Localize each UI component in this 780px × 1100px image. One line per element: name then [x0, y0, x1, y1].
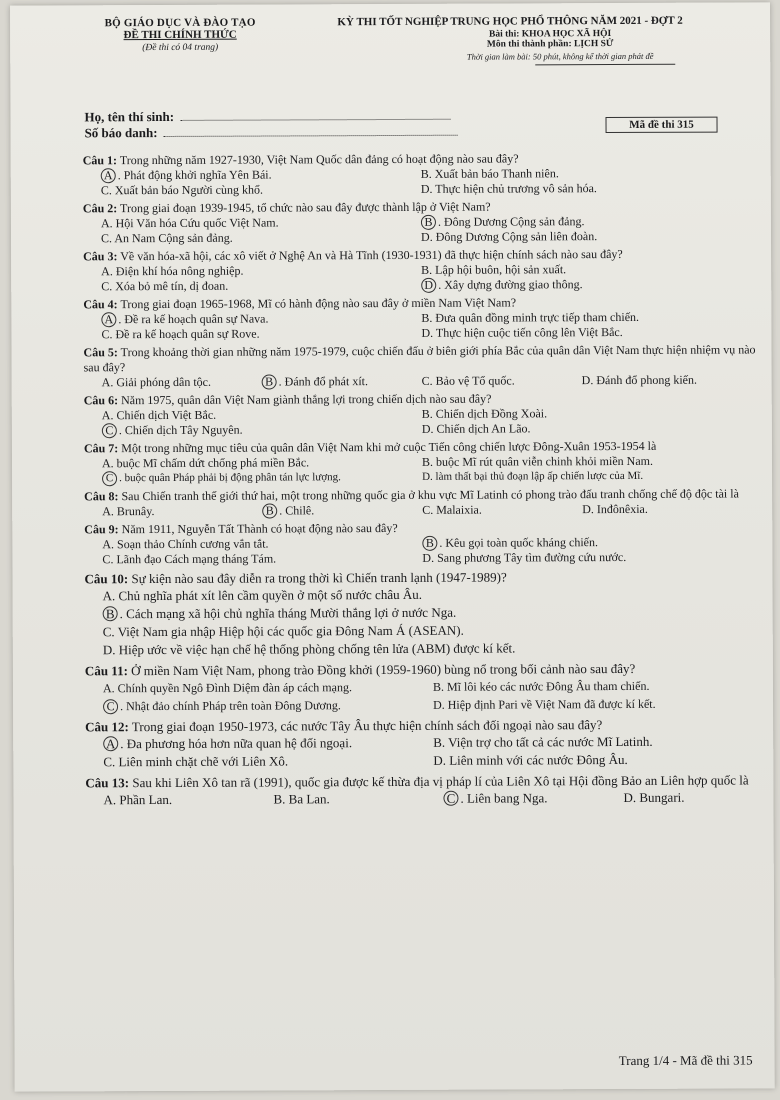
answer-mark: B [262, 503, 277, 518]
question-text: Một trong những mục tiêu của quân dân Việt Nam khi mở cuộc Tiến công chiến lược Đông-Xuân 1953-1954 là [121, 438, 657, 456]
answer-mark: B [103, 606, 118, 621]
option-d: D . Xây dựng đường giao thông. [421, 276, 741, 292]
header-right [280, 14, 740, 66]
questions [83, 150, 766, 812]
question-1 [83, 150, 763, 198]
question-number: Câu 4: [83, 297, 118, 312]
option-c: C . Liên bang Nga. [443, 789, 623, 808]
option-b: B . Cách mạng xã hội chủ nghĩa tháng Mười thắng lợi ở nước Nga. [103, 602, 765, 623]
option-a: A. Phần Lan. [103, 791, 173, 808]
option-c: C. Xuất bản báo Người cùng khổ. [100, 182, 264, 198]
option-b: B. Xuất bản báo Thanh niên. [420, 166, 559, 181]
question-number: Câu 12: [85, 719, 129, 735]
subject-component: Môn thi thành phần: LỊCH SỬ [486, 39, 614, 50]
answer-mark: A [103, 736, 118, 751]
option-c: C. An Nam Cộng sản đảng. [100, 230, 233, 246]
option-d: D. Liên minh với các nước Đông Âu. [433, 751, 628, 768]
option-d: D. Hiệp định Pari về Việt Nam đã được kí kết. [433, 696, 656, 712]
question-text: Trong giai đoạn 1950-1973, các nước Tây Âu thực hiện chính sách đối ngoại nào sau đây? [131, 717, 603, 735]
option-c: C . Nhật đảo chính Pháp trên toàn Đông Dương. [103, 696, 433, 715]
option-a: A . Đa phương hóa hơn nữa quan hệ đối ngoại. [103, 734, 433, 753]
option-c: C. Đề ra kế hoạch quân sự Rove. [101, 326, 260, 342]
time-limit: Thời gian làm bài: 50 phút, không kể thời gian phát đề [466, 50, 654, 62]
option-a: A. Điện khí hóa nông nghiệp. [101, 263, 244, 279]
question-number: Câu 10: [84, 571, 129, 587]
option-d: D. Inđônêxia. [582, 501, 648, 517]
question-8 [84, 486, 764, 519]
question-text: Sau khi Liên Xô tan rã (1991), quốc gia được kế thừa địa vị pháp lí của Liên Xô tại Hội đồng Bảo an Liên hợp quốc là [132, 772, 749, 791]
question-text: Ở miền Nam Việt Nam, phong trào Đồng khởi (1959-1960) bùng nổ trong bối cảnh nào sau đây? [131, 660, 636, 679]
official-label: ĐỀ THI CHÍNH THỨC [123, 28, 237, 42]
option-b: B. Chiến dịch Đồng Xoài. [421, 406, 548, 421]
id-line [164, 135, 458, 137]
question-text: Trong những năm 1927-1930, Việt Nam Quốc dân đảng có hoạt động nào sau đây? [119, 151, 519, 168]
question-text: Trong khoảng thời gian những năm 1975-1979, cuộc chiến đấu ở biên giới phía Bắc của quân dân Việt Nam thực hiện nhiệm vụ nào sau đây? [83, 342, 756, 375]
option-d: D. làm thất bại thủ đoạn lập ấp chiến lược của Mĩ. [422, 469, 644, 483]
option-a: A . Phát động khởi nghĩa Yên Bái. [101, 167, 421, 183]
question-10 [84, 567, 764, 659]
answer-mark: B [422, 536, 437, 551]
option-a: A. Soạn thảo Chính cương vắn tắt. [102, 536, 269, 552]
question-4 [83, 294, 763, 342]
name-label: Họ, tên thí sinh: [84, 108, 175, 125]
question-11 [85, 659, 765, 715]
question-text: Năm 1975, quân dân Việt Nam giành thắng lợi trong chiến dịch nào sau đây? [121, 391, 492, 408]
option-d: D. Hiệp ước về việc hạn chế hệ thống phòng chống tên lửa (ABM) được kí kết. [102, 640, 516, 658]
option-d: D. Thực hiện cuộc tiến công lên Việt Bắc. [421, 324, 623, 340]
option-b: B . Đánh đổ phát xít. [262, 374, 422, 390]
ministry-name: BỘ GIÁO DỤC VÀ ĐÀO TẠO [104, 16, 256, 30]
name-line [180, 119, 450, 121]
option-c: C. Bảo vệ Tổ quốc. [421, 373, 515, 388]
option-c: C. Xóa bỏ mê tín, dị đoan. [101, 278, 229, 294]
option-b: B. Viện trợ cho tất cả các nước Mĩ Latinh. [433, 733, 653, 750]
question-number: Câu 1: [82, 153, 118, 168]
option-d: D. Thực hiện chủ trương vô sản hóa. [420, 181, 597, 196]
question-12 [85, 715, 765, 771]
option-b: B. Ba Lan. [273, 791, 330, 807]
answer-mark: C [103, 699, 118, 714]
exam-sheet [10, 2, 775, 1091]
option-b: B. Lập hội buôn, hội sản xuất. [421, 262, 567, 277]
option-c: C. Malaixia. [422, 502, 482, 517]
answer-mark: B [421, 215, 436, 230]
option-b: B . Đông Dương Cộng sản đảng. [421, 213, 741, 229]
page-count-note: (Đề thi có 04 trang) [142, 42, 219, 54]
candidate-info [84, 108, 457, 142]
answer-mark: A [101, 312, 116, 327]
question-text: Trong giai đoạn 1939-1945, tổ chức nào sau đây được thành lập ở Việt Nam? [119, 199, 491, 216]
question-text: Sự kiện nào sau đây diễn ra trong thời kì Chiến tranh lạnh (1947-1989)? [131, 569, 507, 587]
question-text: Trong giai đoạn 1965-1968, Mĩ có hành động nào sau đây ở miền Nam Việt Nam? [120, 295, 517, 312]
option-d: D. Đông Dương Cộng sản liên đoàn. [420, 229, 598, 244]
option-c: C. Lãnh đạo Cách mạng tháng Tám. [102, 551, 277, 567]
question-3 [83, 246, 763, 294]
question-13 [85, 771, 765, 809]
subject-group: Bài thi: KHOA HỌC XÃ HỘI [489, 29, 612, 40]
answer-mark: D [421, 278, 436, 293]
question-number: Câu 13: [85, 775, 130, 791]
option-b: B. Mĩ lôi kéo các nước Đông Âu tham chiến. [432, 678, 650, 694]
answer-mark: A [101, 168, 116, 183]
option-a: A. buộc Mĩ chấm dứt chống phá miền Bắc. [101, 455, 310, 471]
question-text: Về văn hóa-xã hội, các xô viết ở Nghệ An và Hà Tĩnh (1930-1931) đã thực hiện chính sách nào sau đây? [120, 246, 623, 264]
question-text: Năm 1911, Nguyễn Tất Thành có hoạt động nào sau đây? [121, 520, 398, 537]
exam-title: KỲ THI TỐT NGHIỆP TRUNG HỌC PHỔ THÔNG NĂM 2021 - ĐỢT 2 [337, 14, 683, 29]
question-number: Câu 2: [82, 201, 118, 216]
option-d: D. Chiến dịch An Lão. [421, 421, 531, 436]
option-a: A . Đề ra kế hoạch quân sự Nava. [101, 311, 421, 327]
option-d: D. Đánh đổ phong kiến. [581, 372, 698, 388]
question-number: Câu 6: [83, 393, 119, 408]
question-5 [83, 342, 763, 390]
option-a: A. Hội Văn hóa Cứu quốc Việt Nam. [100, 215, 279, 231]
option-a: A. Brunây. [102, 504, 155, 519]
header-left [80, 16, 280, 53]
option-c: C. Việt Nam gia nhập Hiệp hội các quốc gia Đông Nam Á (ASEAN). [102, 622, 464, 640]
option-c: C. Liên minh chặt chẽ với Liên Xô. [103, 753, 289, 770]
answer-mark: C [102, 423, 117, 438]
option-b: B . Chilê. [262, 503, 422, 519]
question-2 [83, 198, 763, 246]
option-b: B. buộc Mĩ rút quân viễn chinh khỏi miền Nam. [421, 453, 653, 469]
option-a: A. Chiến dịch Việt Bắc. [101, 407, 217, 423]
option-d: D. Bungari. [623, 789, 685, 805]
answer-mark: B [262, 374, 277, 389]
question-number: Câu 11: [84, 663, 128, 679]
option-a: A. Giải phóng dân tộc. [101, 374, 211, 390]
page-footer: Trang 1/4 - Mã đề thi 315 [618, 1052, 753, 1069]
question-9 [84, 519, 764, 567]
question-number: Câu 5: [83, 345, 118, 360]
question-number: Câu 9: [84, 522, 119, 537]
question-number: Câu 8: [84, 489, 119, 504]
option-a: A. Chính quyền Ngô Đình Diệm đàn áp cách mạng. [102, 680, 352, 696]
header-divider [535, 64, 675, 66]
question-number: Câu 3: [83, 249, 118, 264]
question-text: Sau Chiến tranh thế giới thứ hai, một trong những quốc gia ở khu vực Mĩ Latinh có phong trào đấu tranh chống chế độ độc tài là [121, 486, 739, 504]
option-c: C . Chiến dịch Tây Nguyên. [102, 422, 422, 438]
question-6 [84, 390, 764, 438]
question-7 [84, 438, 764, 486]
option-a: A. Chủ nghĩa phát xít lên cầm quyền ở một số nước châu Âu. [102, 586, 422, 604]
exam-code-box: Mã đề thi 315 [605, 117, 717, 133]
question-number: Câu 7: [83, 441, 119, 456]
option-c: C . buộc quân Pháp phải bị động phân tán lực lượng. [102, 470, 422, 486]
option-d: D. Sang phương Tây tìm đường cứu nước. [422, 549, 627, 565]
answer-mark: C [443, 791, 458, 806]
option-b: B . Kêu gọi toàn quốc kháng chiến. [422, 534, 742, 550]
answer-mark: C [102, 471, 117, 486]
option-b: B. Đưa quân đồng minh trực tiếp tham chiến. [421, 309, 640, 325]
id-label: Số báo danh: [84, 125, 158, 141]
